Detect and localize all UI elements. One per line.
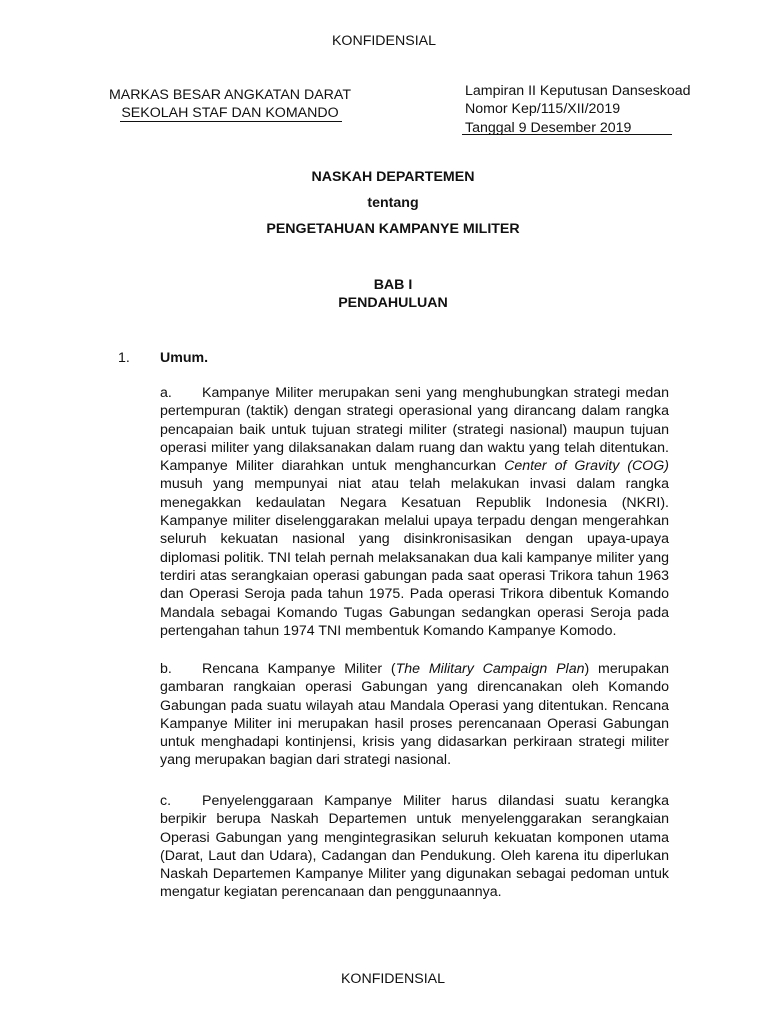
paragraph-b-text-2: ) merupakan gambaran rangkaian operasi Gabungan yang direncanakan oleh Komando Gabungan pada suatu wilayah atau Mandala Operasi yang ditentukan. Rencana Kampanye Militer ini merupakan hasil proses perencanaan Operasi Gabungan untuk menghadapi kontinjensi, krisis yang didasarkan perkiraan strategi militer yang merupakan bagian dari strategi nasional. bbox=[160, 661, 669, 769]
header-right-underline bbox=[462, 134, 672, 135]
document-subject: PENGETAHUAN KAMPANYE MILITER bbox=[266, 221, 520, 237]
header-left-line2: SEKOLAH STAF DAN KOMANDO bbox=[121, 105, 339, 122]
paragraph-c-label: c. bbox=[160, 793, 172, 809]
paragraph-c bbox=[160, 792, 669, 902]
header-left-underline bbox=[120, 121, 342, 122]
paragraph-a-text-2: musuh yang mempunyai niat atau telah melakukan invasi dalam rangka menegakkan kedaulatan Negara Kesatuan Republik Indonesia (NKRI). Kampanye militer diselenggarakan melalui upaya terpadu dengan mengerahkan seluruh kekuatan nasional yang disinkronisasikan dengan upaya-upaya diplomasi politik. TNI telah pernah melaksanakan dua kali kampanye militer yang terdiri atas serangkaian operasi gabungan pada saat operasi Trikora tahun 1963 dan Operasi Seroja pada tahun 1975. Pada operasi Trikora dibentuk Komando Mandala sebagai Komando Tugas Gabungan sedangkan operasi Seroja pada pertengahan tahun 1974 TNI membentuk Komando Kampanye Komodo. bbox=[160, 476, 669, 639]
classification-top: KONFIDENSIAL bbox=[331, 33, 437, 49]
paragraph-b-label: b. bbox=[160, 661, 172, 677]
paragraph-a-label: a. bbox=[160, 385, 172, 401]
section-number: 1. bbox=[118, 350, 130, 366]
header-right-line2: Nomor Kep/115/XII/2019 bbox=[465, 101, 621, 118]
paragraph-a-emphasis: Center of Gravity (COG) bbox=[504, 458, 669, 475]
header-right-line3: Tanggal 9 Desember 2019 bbox=[465, 119, 632, 136]
title-connector: tentang bbox=[367, 195, 419, 211]
paragraph-a-text-1: Kampanye Militer merupakan seni yang menghubungkan strategi medan pertempuran (taktik) dengan strategi operasional yang dirancang dalam rangka pencapaian baik untuk tujuan strategi militer (strategi nasional) maupun tujuan operasi militer yang dilaksanakan dalam ruang dan waktu yang telah ditentukan. Kampanye Militer diarahkan untuk menghancurkan bbox=[160, 385, 669, 475]
paragraph-b bbox=[160, 660, 669, 770]
paragraph-b-emphasis: The Military Campaign Plan bbox=[395, 661, 585, 677]
paragraph-b-text-1: Rencana Kampanye Militer ( bbox=[202, 661, 396, 677]
document-title: NASKAH DEPARTEMEN bbox=[311, 169, 475, 185]
paragraph-c-text: Penyelenggaraan Kampanye Militer harus dilandasi suatu kerangka berpikir berupa Naskah Departemen untuk menyelenggarakan serangkaian Operasi Gabungan yang mengintegrasikan seluruh kekuatan komponen utama (Darat, Laut dan Udara), Cadangan dan Pendukung. Oleh karena itu diperlukan Naskah Departemen Kampanye Militer yang digunakan sebagai pedoman untuk mengatur kegiatan perencanaan dan penggunaannya. bbox=[160, 793, 669, 901]
header-left-line1: MARKAS BESAR ANGKATAN DARAT bbox=[108, 87, 352, 103]
paragraph-a bbox=[160, 384, 669, 640]
chapter-name: PENDAHULUAN bbox=[338, 295, 448, 311]
header-left bbox=[100, 86, 360, 123]
chapter-number: BAB I bbox=[373, 277, 413, 293]
section-title: Umum. bbox=[160, 350, 209, 366]
header-right bbox=[465, 82, 705, 137]
classification-bottom: KONFIDENSIAL bbox=[340, 971, 446, 987]
header-right-line1: Lampiran II Keputusan Danseskoad bbox=[465, 83, 691, 99]
